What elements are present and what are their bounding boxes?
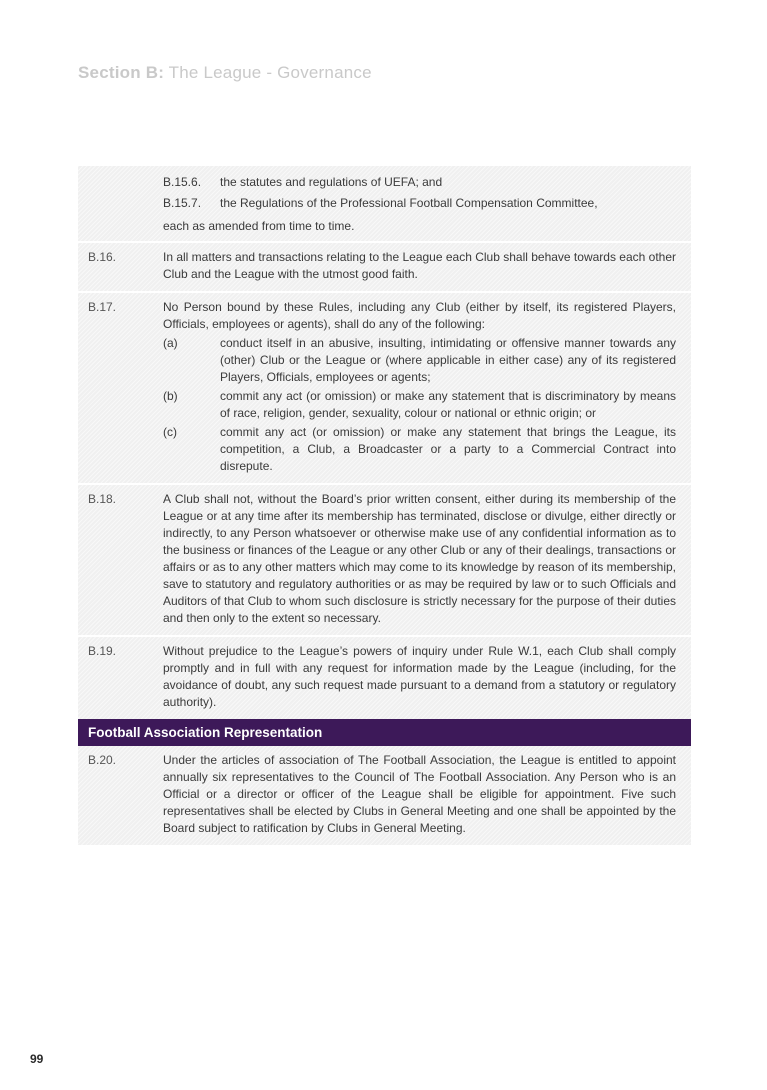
item-text: the statutes and regulations of UEFA; and (220, 175, 443, 189)
rule-b18 (78, 483, 691, 635)
item-label: (a) (163, 336, 178, 350)
rule-number: B.19. (88, 644, 117, 658)
rule-b20 (78, 746, 691, 845)
continuation-tail: each as amended from time to time. (163, 219, 355, 233)
item-label: (c) (163, 425, 177, 439)
list-item (163, 388, 676, 422)
item-text: commit any act (or omission) or make any statement that brings the League, its competition, a Club, a Broadcaster or a party to a Commercial Contract into disrepute. (220, 425, 676, 473)
item-label: B.15.7. (163, 196, 202, 210)
item-label: (b) (163, 389, 178, 403)
subsection-heading: Football Association Representation (78, 719, 691, 746)
rule-number: B.20. (88, 753, 117, 767)
rule-number: B.17. (88, 300, 117, 314)
rule-number: B.16. (88, 250, 117, 264)
item-text: commit any act (or omission) or make any statement that is discriminatory by means of race, religion, gender, sexuality, colour or national or ethnic origin; or (220, 389, 676, 420)
list-item (163, 335, 676, 386)
rule-b19 (78, 635, 691, 719)
rule-text: Under the articles of association of The Football Association, the League is entitled to appoint annually six representatives to the Council of The Football Association. Any Person who is an Official or a director or officer of the League shall be eligible for appointment. Five such representatives shall be elected by Clubs in General Meeting and one shall be appointed by the Board subject to ratification by Clubs in General Meeting. (163, 753, 676, 835)
rule-b17 (78, 291, 691, 483)
item-text: the Regulations of the Professional Football Compensation Committee, (220, 196, 598, 210)
rule-text: Without prejudice to the League’s powers of inquiry under Rule W.1, each Club shall comply promptly and in full with any request for information made by the League (including, for the avoidance of doubt, any such request made pursuant to a demand from a statutory or regulatory authority). (163, 644, 676, 709)
item-text: conduct itself in an abusive, insulting, intimidating or offensive manner towards any (other) Club or the League or (where applicable in either case) any of its registered Players, Officials, employees or agents; (220, 336, 676, 384)
rule-b16 (78, 241, 691, 291)
list-item (163, 424, 676, 475)
rule-text: A Club shall not, without the Board’s prior written consent, either during its membership of the League or at any time after its membership has terminated, disclose or divulge, either directly or indirectly, to any Person whatsoever or otherwise make use of any confidential information as to the business or finances of the League or any other Club or any of their dealings, transactions or affairs or as to any other matters which may come to its knowledge by reason of its membership, save to statutory and regulatory authorities or as may be required by law or to such Officials and Auditors of that Club to whom such disclosure is strictly necessary for the purpose of their duties and then only to the extent so necessary. (163, 492, 676, 625)
rule-text: In all matters and transactions relating to the League each Club shall behave towards each other Club and the League with the utmost good faith. (163, 250, 676, 281)
list-item (163, 195, 676, 212)
continuation-block (78, 166, 691, 241)
section-title-name: The League - Governance (164, 63, 372, 82)
rule-number: B.18. (88, 492, 117, 506)
section-title (78, 63, 372, 83)
list-item (163, 174, 676, 191)
rules-content (78, 166, 691, 845)
item-label: B.15.6. (163, 175, 202, 189)
section-title-prefix: Section B: (78, 63, 165, 82)
page-number: 99 (30, 1052, 44, 1066)
rule-text: No Person bound by these Rules, including any Club (either by itself, its registered Players, Officials, employees or agents), shall do any of the following: (163, 300, 676, 331)
